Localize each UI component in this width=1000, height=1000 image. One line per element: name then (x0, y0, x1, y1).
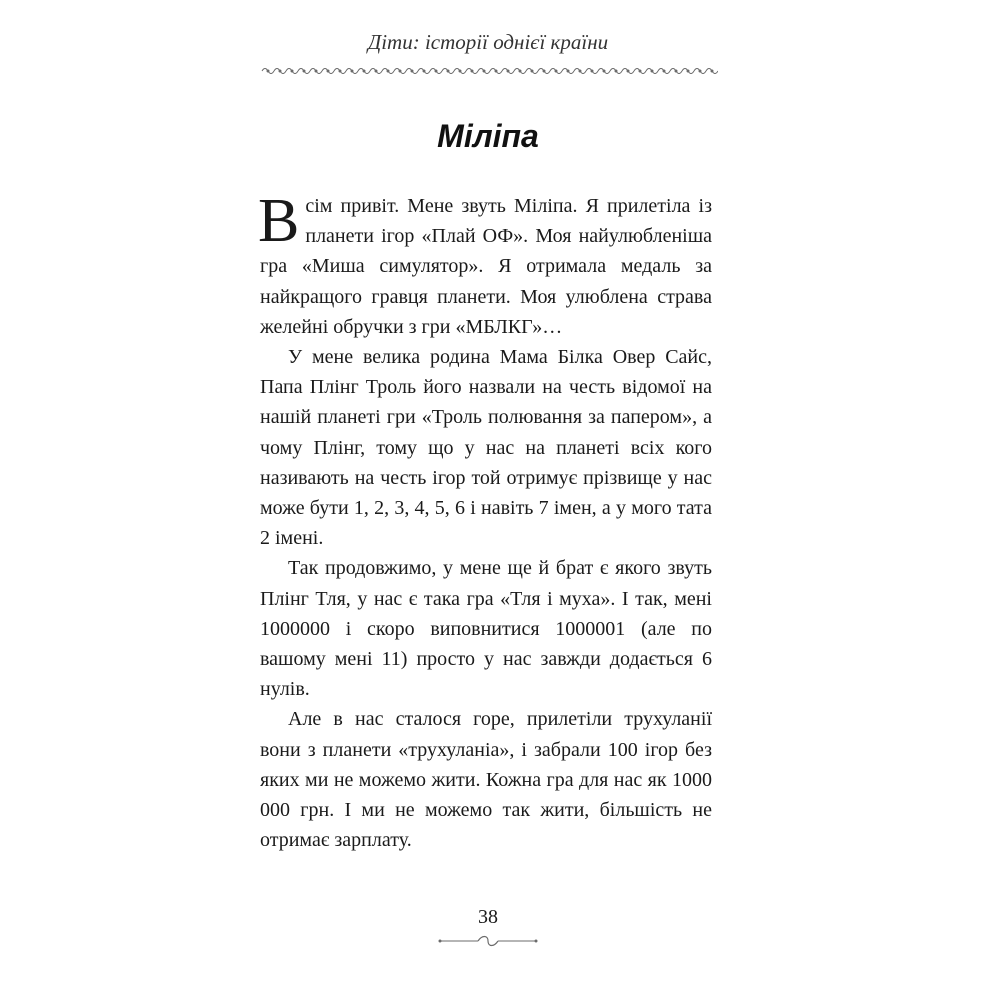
story-title: Міліпа (437, 118, 539, 154)
page-number: 38 (478, 906, 498, 928)
header-ornament (258, 64, 718, 78)
dropcap: В (258, 187, 300, 255)
running-title: Діти: історії однієї країни (367, 30, 609, 54)
paragraph-1 (258, 187, 712, 342)
paragraph-3: Так продовжимо, у мене ще й брат є якого звуть Плінг Тля, у нас є така гра «Тля і муха». І так, мені 1000000 і скоро виповнитися 1000001 (але по вашому мені 11) просто у нас завжди додається 6 нулів. (260, 557, 712, 701)
footer-flourish-icon (438, 934, 538, 948)
paragraph-2: У мене велика родина Мама Білка Овер Сайс, Папа Плінг Троль його назвали на честь відомої на нашій планеті гри «Троль полювання за папером», а чому Плінг, тому що у нас на планеті всіх кого називають на честь ігор той отримує прізвище у нас може бути 1, 2, 3, 4, 5, 6 і навіть 7 імен, а у мого тата 2 імені. (260, 346, 712, 550)
paragraph-4: Але в нас сталося горе, прилетіли трухуланії вони з планети «трухуланіа», і забрали 100 ігор без яких ми не можемо жити. Кожна гра для нас як 1000 000 грн. І ми не можемо так жити, більшість не отримає зарплату. (260, 708, 712, 852)
paragraph-text: сім привіт. Мене звуть Міліпа. Я прилетіла із планети ігор «Плай ОФ». Моя найулюбленіша гра «Миша симулятор». Я отримала медаль за найкращого гравця планети. Моя улюблена страва желейні обручки з гри «МБЛКГ»… (260, 195, 712, 338)
story-body (258, 187, 712, 855)
